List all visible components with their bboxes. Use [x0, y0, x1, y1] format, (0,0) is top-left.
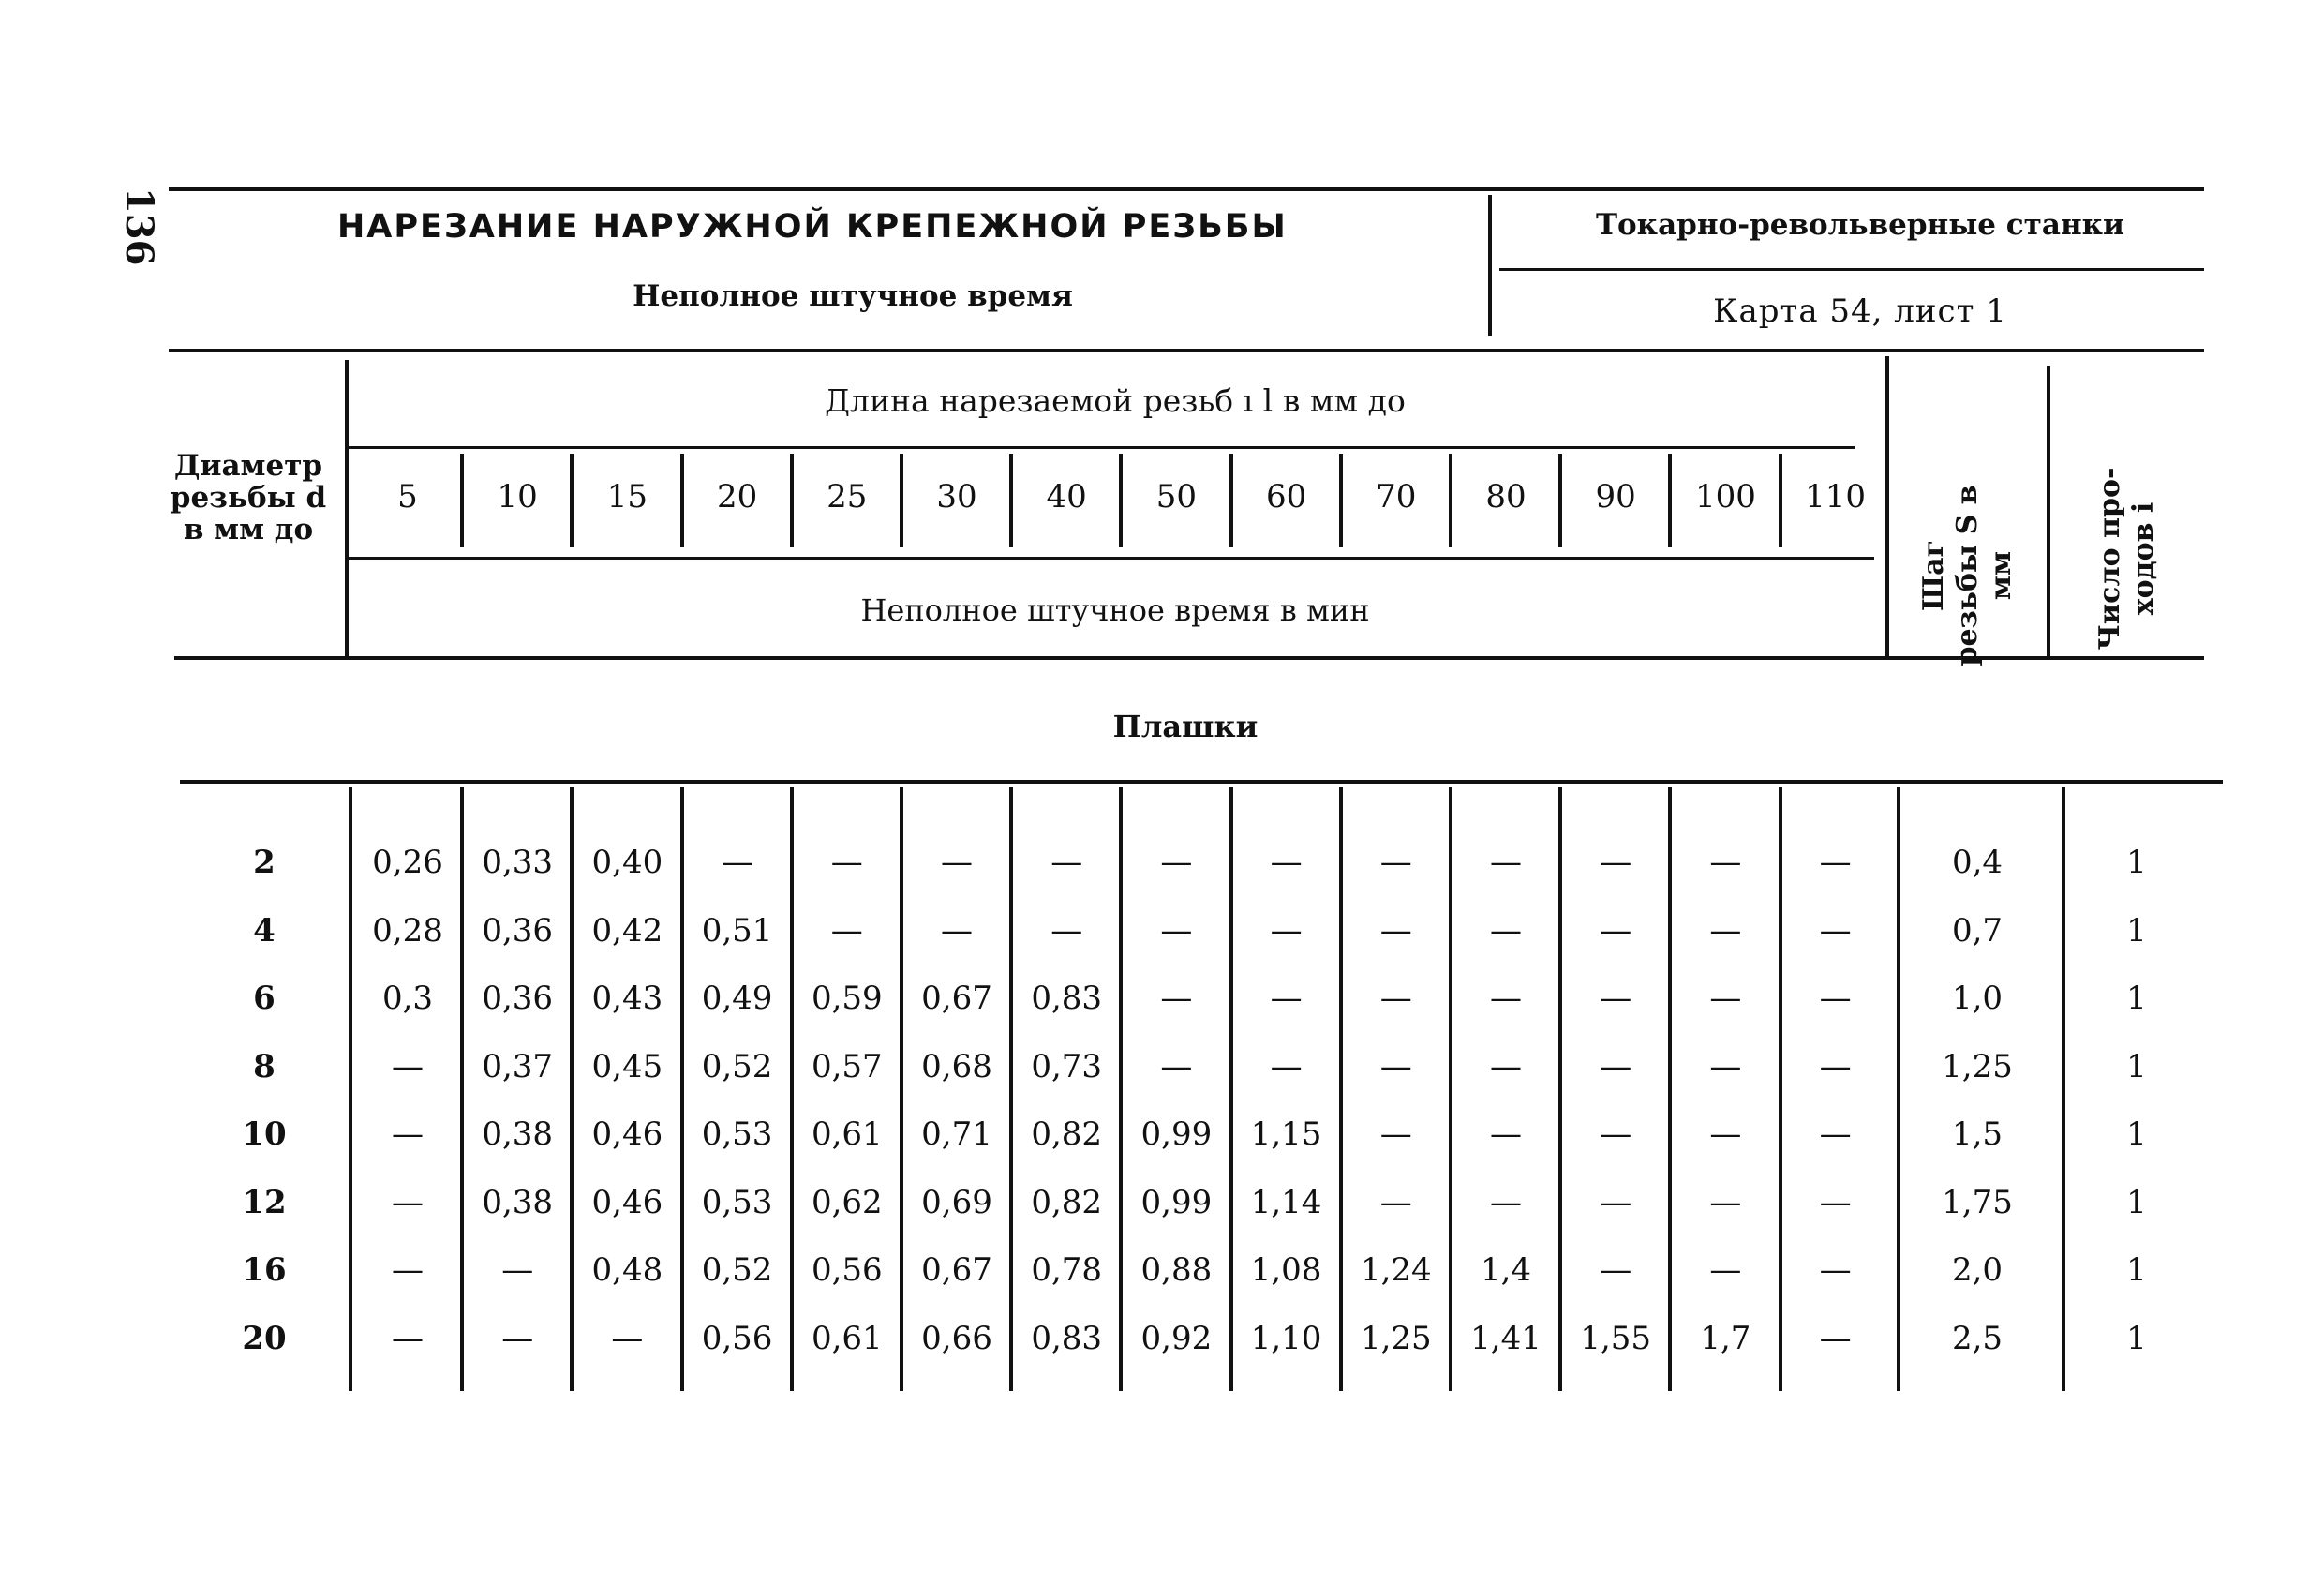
time-cell: 0,57 — [811, 1047, 883, 1085]
time-cell: 0,52 — [701, 1251, 773, 1289]
row-diameter: 6 — [253, 980, 276, 1017]
page-title: НАРЕЗАНИЕ НАРУЖНОЙ КРЕПЕЖНОЙ РЕЗЬБЫ — [337, 208, 1288, 246]
time-cell: — — [1819, 1251, 1852, 1289]
pitch-cell: 1,0 — [1951, 980, 2004, 1017]
time-cell: — — [1490, 844, 1522, 881]
time-cell: 0,52 — [701, 1047, 773, 1085]
passes-cell: 1 — [2126, 1183, 2147, 1221]
time-cell: — — [1379, 980, 1412, 1017]
header-bottom-rule — [174, 656, 2204, 660]
time-cell: — — [1819, 1183, 1852, 1221]
pitch-cell: 2,5 — [1951, 1319, 2004, 1357]
time-cell: — — [1709, 844, 1742, 881]
pitch-cell: 0,7 — [1951, 911, 2004, 950]
time-cell: 0,56 — [701, 1319, 773, 1357]
time-cell: 0,67 — [921, 1251, 992, 1289]
body-column-divider — [2062, 787, 2065, 1391]
time-cell: — — [1270, 980, 1303, 1017]
page-number: 136 — [117, 187, 161, 266]
length-column-header: 80 — [1485, 478, 1527, 516]
time-cell: — — [1379, 1115, 1412, 1153]
time-cell: 0,51 — [701, 911, 773, 950]
time-cell: — — [392, 1319, 424, 1357]
row-diameter: 16 — [242, 1251, 287, 1289]
time-cell: 0,92 — [1140, 1319, 1213, 1357]
column-header-divider — [1449, 454, 1452, 547]
length-column-header: 70 — [1376, 478, 1417, 516]
time-cell: — — [1490, 980, 1522, 1017]
length-column-header: 100 — [1694, 478, 1756, 516]
time-cell: — — [1709, 911, 1742, 950]
time-cell: 1,14 — [1250, 1183, 1322, 1221]
time-cell: — — [392, 1047, 424, 1085]
time-cell: — — [830, 911, 863, 950]
time-cell: — — [1270, 844, 1303, 881]
time-cell: — — [1050, 911, 1083, 950]
time-cell: — — [1600, 980, 1632, 1017]
time-cell: 0,53 — [701, 1115, 773, 1153]
pitch-cell: 1,75 — [1942, 1183, 2013, 1221]
time-cell: 0,83 — [1031, 980, 1103, 1017]
time-cell: — — [1600, 911, 1632, 950]
time-cell: — — [1600, 1047, 1632, 1085]
row-diameter: 2 — [253, 844, 276, 881]
page-subtitle: Неполное штучное время — [633, 279, 1073, 313]
time-cell: — — [1600, 1183, 1632, 1221]
table-top-rule — [169, 349, 2204, 352]
row-diameter: 10 — [242, 1115, 287, 1153]
time-cell: 0,69 — [921, 1183, 992, 1221]
time-cell: 1,08 — [1250, 1251, 1322, 1289]
length-column-header: 60 — [1265, 478, 1307, 516]
time-cell: 0,46 — [591, 1115, 663, 1153]
time-cell: 0,71 — [921, 1115, 992, 1153]
column-header-divider — [1558, 454, 1562, 547]
passes-header: Число про-ходов i — [2093, 467, 2160, 651]
time-cell: — — [1819, 1319, 1852, 1357]
time-cell: — — [1819, 1115, 1852, 1153]
time-cell: 0,3 — [381, 980, 434, 1017]
time-cell: — — [1160, 980, 1193, 1017]
time-cell: 0,46 — [591, 1183, 663, 1221]
time-cell: 0,62 — [811, 1183, 883, 1221]
time-cell: 0,56 — [811, 1251, 883, 1289]
pitch-cell: 0,4 — [1951, 844, 2004, 881]
time-cell: 1,41 — [1470, 1319, 1542, 1357]
section-rule — [180, 780, 2223, 784]
time-cell: 0,59 — [811, 980, 883, 1017]
time-cell: 0,45 — [591, 1047, 663, 1085]
length-header: Длина нарезаемой резьб ı l в мм до — [825, 382, 1406, 419]
time-cell: — — [1490, 911, 1522, 950]
row-diameter: 20 — [242, 1319, 287, 1357]
card-number: Карта 54, лист 1 — [1713, 292, 2007, 330]
time-cell: 1,4 — [1480, 1251, 1532, 1289]
machine-type: Токарно-револьверные станки — [1595, 208, 2125, 242]
time-cell: — — [1709, 1047, 1742, 1085]
time-cell: 0,38 — [482, 1183, 554, 1221]
passes-cell: 1 — [2126, 911, 2147, 950]
length-column-header: 50 — [1155, 478, 1198, 516]
time-cell: — — [1379, 1183, 1412, 1221]
time-cell: — — [1709, 1115, 1742, 1153]
time-cell: — — [830, 844, 863, 881]
passes-cell: 1 — [2126, 1251, 2147, 1289]
time-cell: — — [1050, 844, 1083, 881]
time-cell: — — [1819, 844, 1852, 881]
column-header-divider — [1779, 454, 1782, 547]
time-cell: — — [1270, 911, 1303, 950]
length-column-header: 5 — [397, 478, 418, 516]
passes-cell: 1 — [2126, 980, 2147, 1017]
pitch-header: Шаг резьбы S в мм — [1917, 485, 2018, 666]
length-column-header: 15 — [606, 478, 648, 516]
column-header-divider — [460, 454, 464, 547]
time-cell: — — [392, 1115, 424, 1153]
time-cell: 0,36 — [482, 911, 554, 950]
column-header-divider — [1229, 454, 1233, 547]
machines-rule — [1499, 268, 2204, 271]
time-cell: 0,61 — [811, 1319, 883, 1357]
time-cell: — — [1379, 1047, 1412, 1085]
time-cell: — — [1709, 980, 1742, 1017]
pitch-cell: 2,0 — [1951, 1251, 2004, 1289]
time-cell: — — [1600, 1115, 1632, 1153]
top-rule — [169, 187, 2204, 191]
time-cell: 1,10 — [1250, 1319, 1322, 1357]
row-diameter: 8 — [253, 1047, 276, 1085]
column-header-divider — [1009, 454, 1013, 547]
time-cell: 0,88 — [1140, 1251, 1213, 1289]
time-cell: 0,61 — [811, 1115, 883, 1153]
passes-cell: 1 — [2126, 1319, 2147, 1357]
section-label: Плашки — [1112, 709, 1259, 744]
time-cell: — — [1819, 1047, 1852, 1085]
diameter-header: Диаметр резьбы d в мм до — [170, 449, 327, 546]
body-column-divider — [1897, 787, 1900, 1391]
time-cell: 0,82 — [1031, 1183, 1103, 1221]
time-cell: — — [1709, 1251, 1742, 1289]
time-cell: 0,40 — [591, 844, 663, 881]
time-cell: 0,78 — [1031, 1251, 1103, 1289]
time-cell: 1,7 — [1700, 1319, 1751, 1357]
time-cell: — — [1270, 1047, 1303, 1085]
time-cell: 0,48 — [591, 1251, 663, 1289]
time-cell: 1,15 — [1250, 1115, 1322, 1153]
pitch-cell: 1,5 — [1951, 1115, 2004, 1153]
time-cell: — — [1490, 1183, 1522, 1221]
time-cell: — — [941, 844, 973, 881]
time-cell: 0,67 — [921, 980, 992, 1017]
time-cell: 0,53 — [701, 1183, 773, 1221]
column-header-divider — [1119, 454, 1123, 547]
time-cell: 0,43 — [591, 980, 663, 1017]
time-cell: — — [1819, 911, 1852, 950]
length-column-header: 40 — [1046, 478, 1087, 516]
length-column-header: 10 — [497, 478, 538, 516]
time-cell: — — [1490, 1047, 1522, 1085]
length-column-header: 90 — [1595, 478, 1636, 516]
row-diameter: 12 — [242, 1183, 287, 1221]
column-header-divider — [680, 454, 684, 547]
time-cell: 0,37 — [482, 1047, 554, 1085]
time-cell: 0,66 — [921, 1319, 992, 1357]
column-header-divider — [570, 454, 574, 547]
length-column-header: 110 — [1805, 478, 1867, 516]
length-header-rule — [347, 446, 1855, 449]
time-cell: — — [501, 1319, 534, 1357]
time-cell: — — [721, 844, 753, 881]
time-cell: 0,26 — [372, 844, 443, 881]
passes-cell: 1 — [2126, 844, 2147, 881]
time-cell: 1,25 — [1360, 1319, 1432, 1357]
row-diameter: 4 — [253, 911, 276, 950]
time-cell: 0,99 — [1140, 1183, 1213, 1221]
time-cell: — — [392, 1183, 424, 1221]
time-cell: 0,33 — [482, 844, 554, 881]
passes-cell: 1 — [2126, 1115, 2147, 1153]
time-cell: 0,73 — [1031, 1047, 1103, 1085]
time-cell: — — [1819, 980, 1852, 1017]
time-cell: 0,82 — [1031, 1115, 1103, 1153]
time-cell: 0,42 — [591, 911, 663, 950]
time-cell: 1,24 — [1360, 1251, 1432, 1289]
time-cell: 0,99 — [1140, 1115, 1213, 1153]
columns-bottom-rule — [347, 557, 1874, 560]
time-cell: — — [1160, 1047, 1193, 1085]
length-column-header: 30 — [936, 478, 977, 516]
time-cell: 0,36 — [482, 980, 554, 1017]
header-divider — [1488, 195, 1492, 336]
time-cell: 0,28 — [372, 911, 443, 950]
length-column-header: 25 — [827, 478, 868, 516]
time-cell: — — [941, 911, 973, 950]
time-unit-header: Неполное штучное время в мин — [860, 592, 1370, 628]
time-cell: 0,49 — [701, 980, 773, 1017]
time-cell: — — [392, 1251, 424, 1289]
time-cell: 1,55 — [1580, 1319, 1652, 1357]
length-column-header: 20 — [716, 478, 758, 516]
time-cell: — — [1600, 1251, 1632, 1289]
column-header-divider — [1668, 454, 1672, 547]
column-header-divider — [1339, 454, 1343, 547]
time-cell: — — [1379, 844, 1412, 881]
time-cell: — — [1709, 1183, 1742, 1221]
time-cell: — — [1379, 911, 1412, 950]
column-header-divider — [900, 454, 903, 547]
time-cell: 0,68 — [921, 1047, 992, 1085]
pitch-cell: 1,25 — [1942, 1047, 2013, 1085]
time-cell: — — [611, 1319, 644, 1357]
time-cell: — — [1160, 911, 1193, 950]
column-header-divider — [790, 454, 794, 547]
time-cell: 0,38 — [482, 1115, 554, 1153]
time-cell: — — [1600, 844, 1632, 881]
time-cell: — — [501, 1251, 534, 1289]
passes-col-divider — [2047, 366, 2050, 656]
passes-cell: 1 — [2126, 1047, 2147, 1085]
time-cell: 0,83 — [1031, 1319, 1103, 1357]
time-cell: — — [1490, 1115, 1522, 1153]
time-cell: — — [1160, 844, 1193, 881]
